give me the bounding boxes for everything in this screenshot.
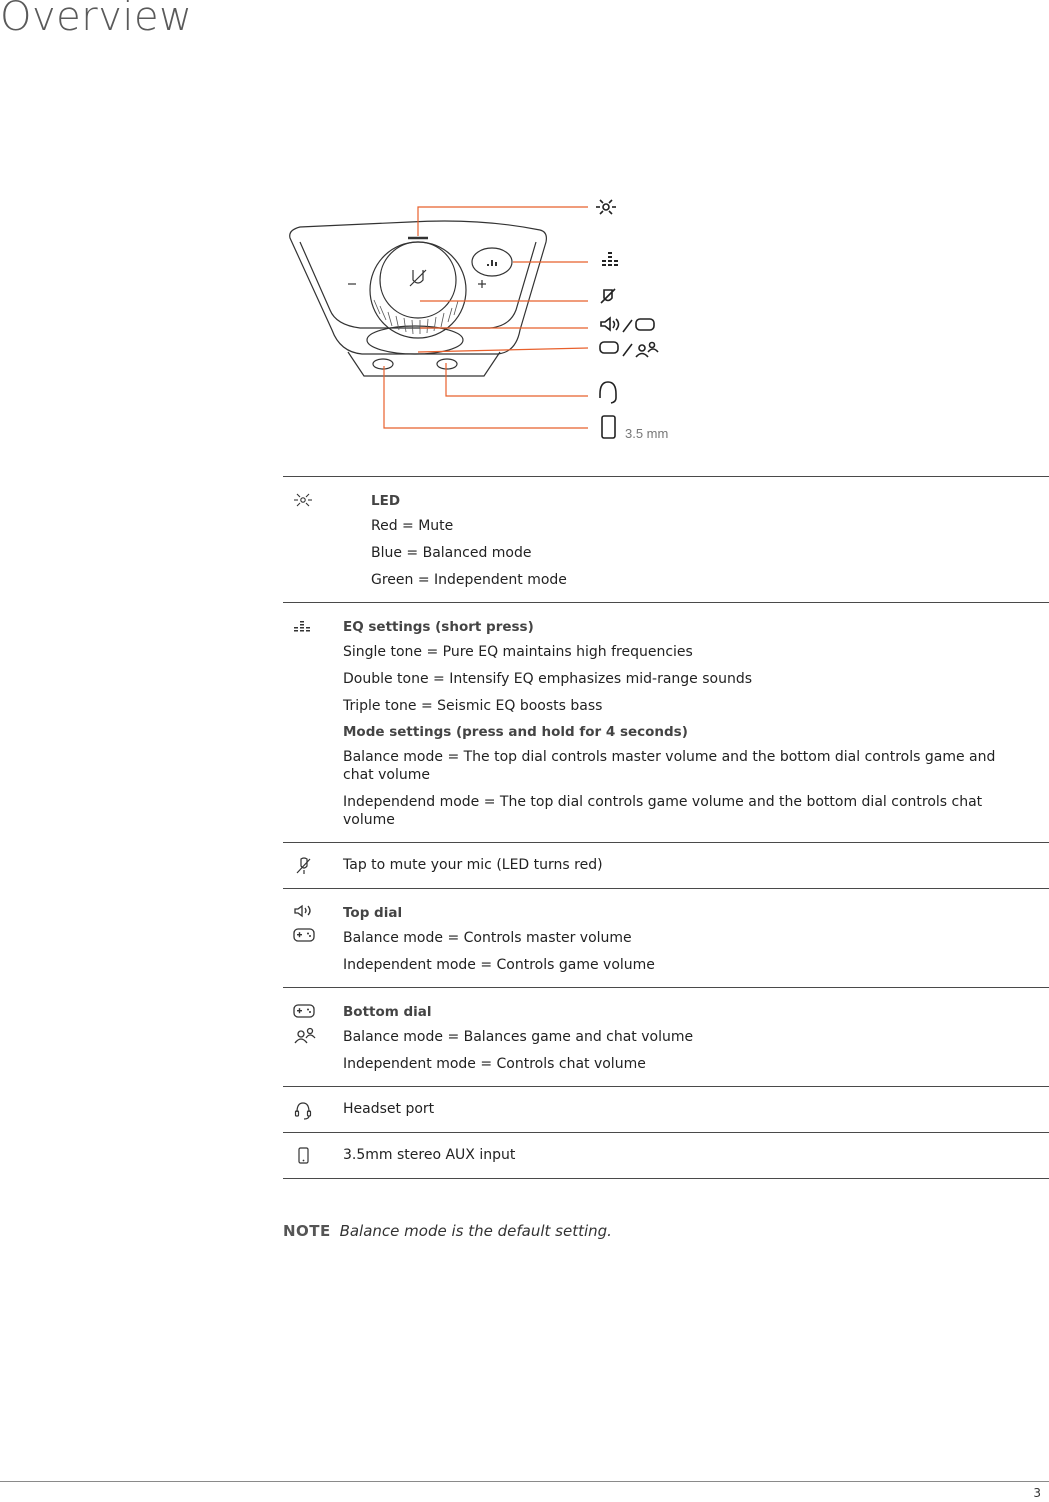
row-line: Balance mode = Balances game and chat volume (343, 1029, 694, 1045)
page-number: 3 (1033, 1486, 1041, 1500)
footer-divider (0, 1481, 1049, 1482)
row-label: LED (371, 493, 401, 509)
row-line: Independent mode = Controls game volume (343, 957, 655, 973)
mic-mute-icon (291, 856, 315, 876)
row-label: Top dial (343, 905, 403, 921)
row-line: Independend mode = The top dial controls game volume and the bottom dial controls chat volume (343, 794, 983, 828)
table-row-aux (283, 1133, 1049, 1179)
row-line: Independent mode = Controls chat volume (343, 1056, 646, 1072)
table-row-mute (283, 843, 1049, 889)
controls-table (283, 476, 1049, 1179)
device-diagram (270, 180, 690, 460)
row-label-mode: Mode settings (press and hold for 4 seconds) (343, 724, 688, 740)
note (283, 1222, 612, 1240)
row-line: Blue = Balanced mode (371, 545, 532, 561)
page-title: Overview (0, 0, 193, 40)
row-line: Single tone = Pure EQ maintains high frequencies (343, 644, 693, 660)
table-row-eq (283, 603, 1049, 843)
led-icon (291, 491, 315, 509)
note-tag: NOTE (283, 1222, 331, 1240)
row-line: Balance mode = Controls master volume (343, 930, 632, 946)
aux-size-label: 3.5 mm (625, 426, 669, 441)
row-line: Tap to mute your mic (LED turns red) (343, 857, 603, 873)
row-line: Red = Mute (371, 518, 454, 534)
row-label: Bottom dial (343, 1004, 432, 1020)
headset-icon (291, 1100, 315, 1120)
table-row-bottom-dial (283, 988, 1049, 1087)
table-row-headset (283, 1087, 1049, 1133)
row-line: Green = Independent mode (371, 572, 567, 588)
phone-icon (291, 1146, 315, 1166)
eq-icon (291, 617, 315, 635)
row-line: Headset port (343, 1101, 435, 1117)
row-line: 3.5mm stereo AUX input (343, 1147, 516, 1163)
row-line: Balance mode = The top dial controls master volume and the bottom dial controls game and chat volume (343, 749, 996, 783)
speaker-game-icon (291, 903, 317, 947)
row-line: Triple tone = Seismic EQ boosts bass (343, 698, 603, 714)
table-row-top-dial (283, 889, 1049, 988)
table-row-led (283, 477, 1049, 603)
row-line: Double tone = Intensify EQ emphasizes mid-range sounds (343, 671, 753, 687)
row-label: EQ settings (short press) (343, 619, 534, 635)
note-text: Balance mode is the default setting. (339, 1222, 612, 1240)
game-chat-icon (291, 1002, 317, 1046)
